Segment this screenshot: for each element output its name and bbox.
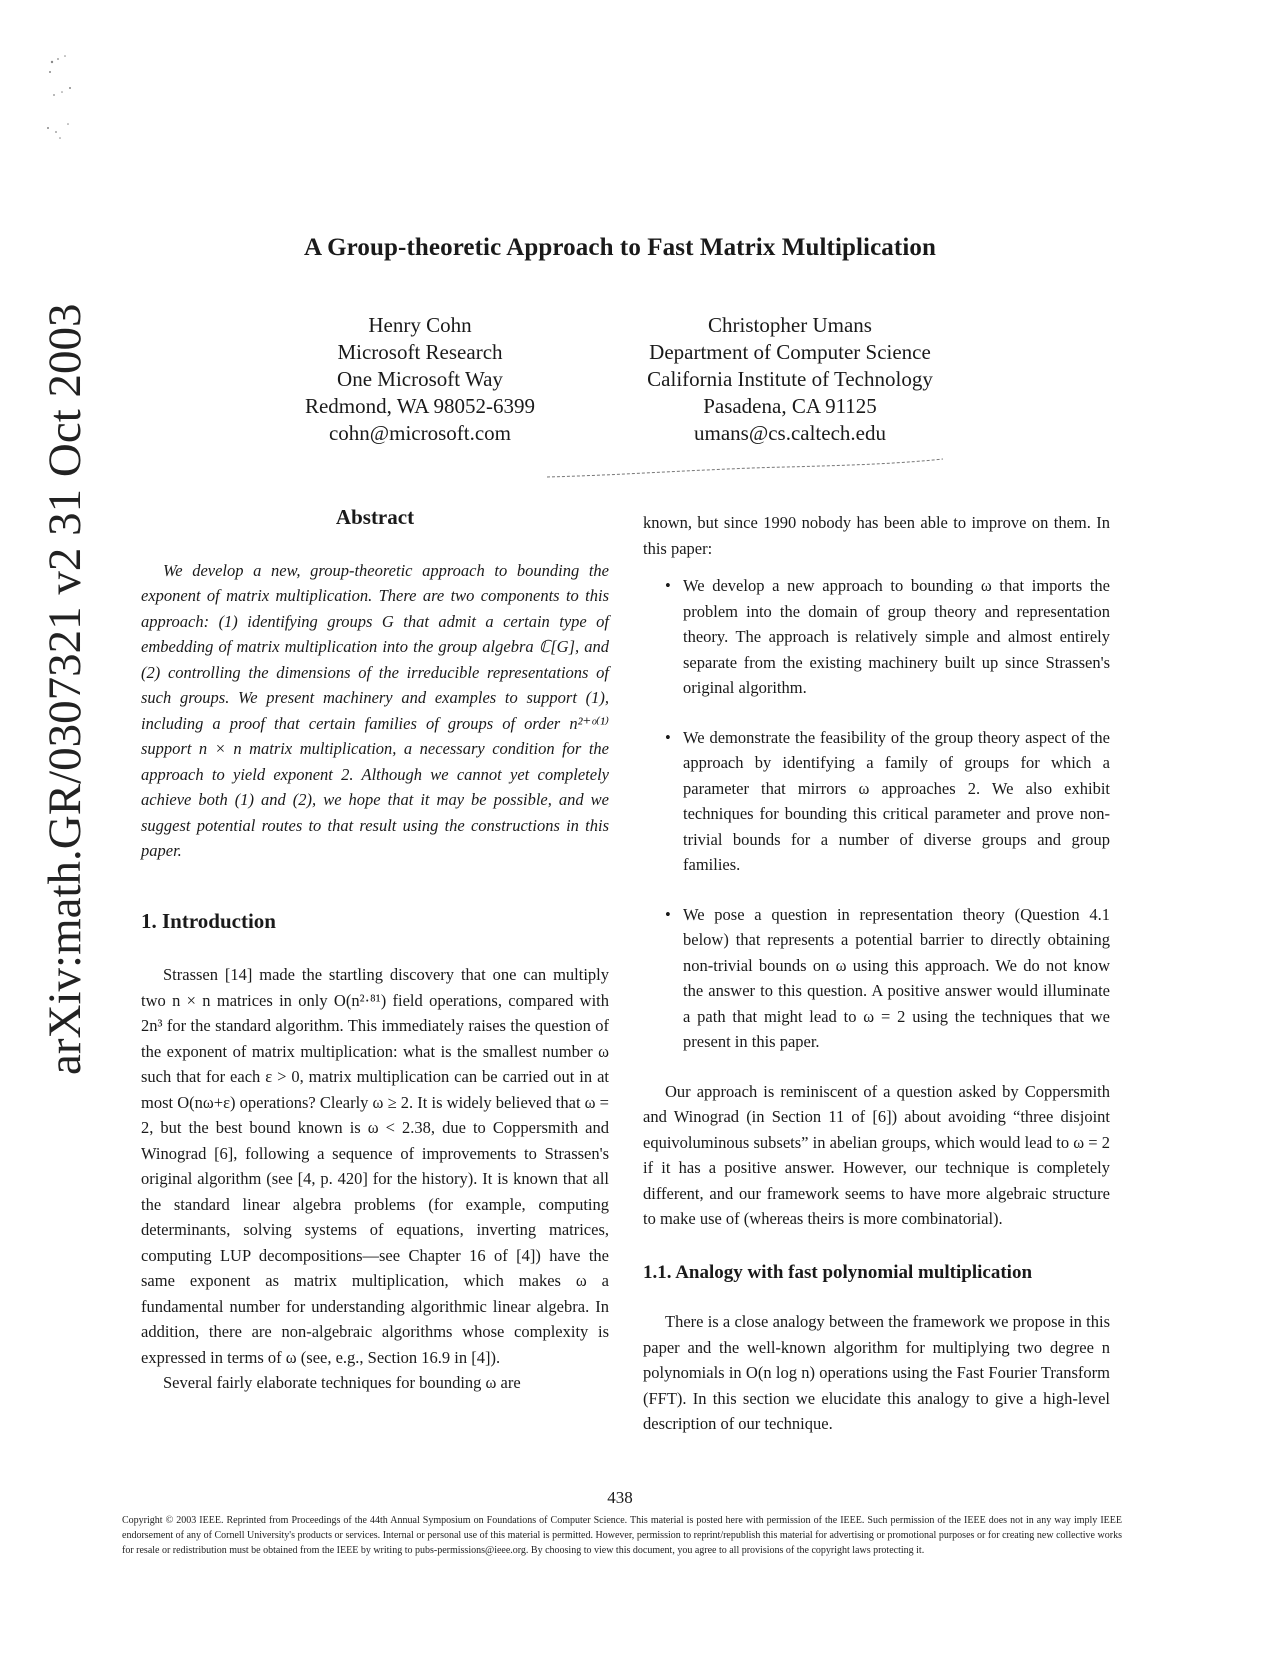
bullet-icon: •	[665, 904, 671, 924]
abstract-heading: Abstract	[335, 505, 415, 529]
author-address-line: California Institute of Technology	[647, 367, 933, 391]
body-paragraph: Our approach is reminiscent of a question asked by Coppersmith and Winograd (in Section 11 of [6]) about avoiding “three disjoint equivoluminous subsets” in abelian groups, which would lead to ω = 2 if it has a positive answer. However, our technique is completely different, and our framework seems to have more algebraic structure to make use of (whereas theirs is more combinatorial).	[643, 1081, 1110, 1228]
continued-paragraph: known, but since 1990 nobody has been able to improve on them. In this paper:	[643, 513, 1110, 558]
abstract-text: We develop a new, group-theoretic approach to bounding the exponent of matrix multiplication. There are two components to this approach: (1) identifying groups G that admit a certain type of embedding of matrix multiplication into the group algebra ℂ[G], and (2) controlling the dimensions of the irreducible representations of such groups. We present machinery and examples to support (1), including a proof that certain families of groups of order n²⁺ᵒ⁽¹⁾ support n × n matrix multiplication, a necessary condition for the approach to yield exponent 2. Although we cannot yet completely achieve both (1) and (2), we hope that it may be possible, and we suggest potential routes to that result using the constructions in this paper.	[141, 560, 609, 860]
author-name: Henry Cohn	[368, 313, 472, 337]
scan-scratch-line	[545, 455, 945, 485]
author-affiliation: Microsoft Research	[337, 340, 503, 364]
copyright-notice: Copyright © 2003 IEEE. Reprinted from Proceedings of the 44th Annual Symposium on Foundations of Computer Science. This material is posted here with permission of the IEEE. Such permission of the IEEE does not in any way imply IEEE endorsement of any of Cornell University's products or services. Internal or personal use of this material is permitted. However, permission to reprint/republish this material for advertising or promotional purposes or for creating new collective works for resale or redistribution must be obtained from the IEEE by writing to pubs-permissions@ieee.org. By choosing to view this document, you agree to all provisions of the copyright laws protecting it.	[122, 1515, 1122, 1556]
list-item	[643, 725, 1110, 878]
author-affiliation: Department of Computer Science	[649, 340, 931, 364]
list-item-text: We develop a new approach to bounding ω that imports the problem into the domain of group theory and representation theory. The approach is relatively simple and almost entirely separate from the existing machinery built up since Strassen's original algorithm.	[683, 576, 1110, 697]
scan-noise	[40, 50, 100, 150]
list-item-text: We demonstrate the feasibility of the group theory aspect of the approach by identifying a family of groups for which a parameter that mirrors ω approaches 2. We also exhibit techniques for bounding this critical parameter and prove non-trivial bounds for a number of diverse groups and group families.	[683, 727, 1110, 874]
paper-title: A Group-theoretic Approach to Fast Matrix Multiplication	[304, 234, 936, 261]
author-name: Christopher Umans	[708, 313, 872, 337]
right-column	[643, 510, 1110, 1437]
author-email: umans@cs.caltech.edu	[694, 421, 886, 445]
introduction-heading: 1. Introduction	[141, 908, 276, 933]
bullet-icon: •	[665, 576, 671, 595]
subsection-heading: 1.1. Analogy with fast polynomial multiplication	[643, 1261, 1033, 1283]
list-item-text: We pose a question in representation theory (Question 4.1 below) that represents a potential barrier to directly obtaining non-trivial bounds on ω using this approach. We do not know the answer to this question. A positive answer would illuminate a path that might lead to ω = 2 using the techniques that we present in this paper.	[683, 904, 1110, 1051]
author-address-line: Redmond, WA 98052-6399	[304, 394, 536, 418]
arxiv-identifier: arXiv:math.GR/0307321 v2 31 Oct 2003	[39, 303, 91, 1075]
author-block-cohn	[270, 312, 570, 447]
introduction-paragraph: Strassen [14] made the startling discovery that one can multiply two n × n matrices in only O(n²·⁸¹) field operations, compared with 2n³ for the standard algorithm. This immediately raises the question of the exponent of matrix multiplication: what is the smallest number ω such that for each ε > 0, matrix multiplication can be carried out in at most O(nω+ε) operations? Clearly ω ≥ 2. It is widely believed that ω = 2, but the best bound known is ω < 2.38, due to Coppersmith and Winograd [6], following a sequence of improvements to Strassen's original algorithm (see [4, p. 420] for the history). It is known that all the standard linear algebra problems (for example, computing determinants, solving systems of equations, inverting matrices, computing LUP decompositions—see Chapter 16 of [4]) have the same exponent as matrix multiplication, which makes ω a fundamental number for understanding algorithmic linear algebra. In addition, there are non-algebraic algorithms whose complexity is expressed in terms of ω (see, e.g., Section 16.9 in [4]).	[141, 965, 609, 1367]
list-item	[643, 573, 1110, 701]
bullet-icon: •	[665, 727, 671, 747]
list-item	[643, 902, 1110, 1055]
page-number: 438	[607, 1488, 633, 1507]
introduction-paragraph: Several fairly elaborate techniques for bounding ω are	[163, 1373, 521, 1392]
author-email: cohn@microsoft.com	[328, 421, 512, 445]
author-block-umans	[620, 312, 960, 447]
left-column	[141, 505, 609, 1396]
body-paragraph: There is a close analogy between the framework we propose in this paper and the well-known algorithm for multiplying two degree n polynomials in O(n log n) operations using the Fast Fourier Transform (FFT). In this section we elucidate this analogy to give a high-level description of our technique.	[643, 1312, 1110, 1433]
contribution-list	[643, 573, 1110, 1055]
author-address-line: Pasadena, CA 91125	[703, 394, 877, 418]
author-address-line: One Microsoft Way	[337, 367, 503, 391]
